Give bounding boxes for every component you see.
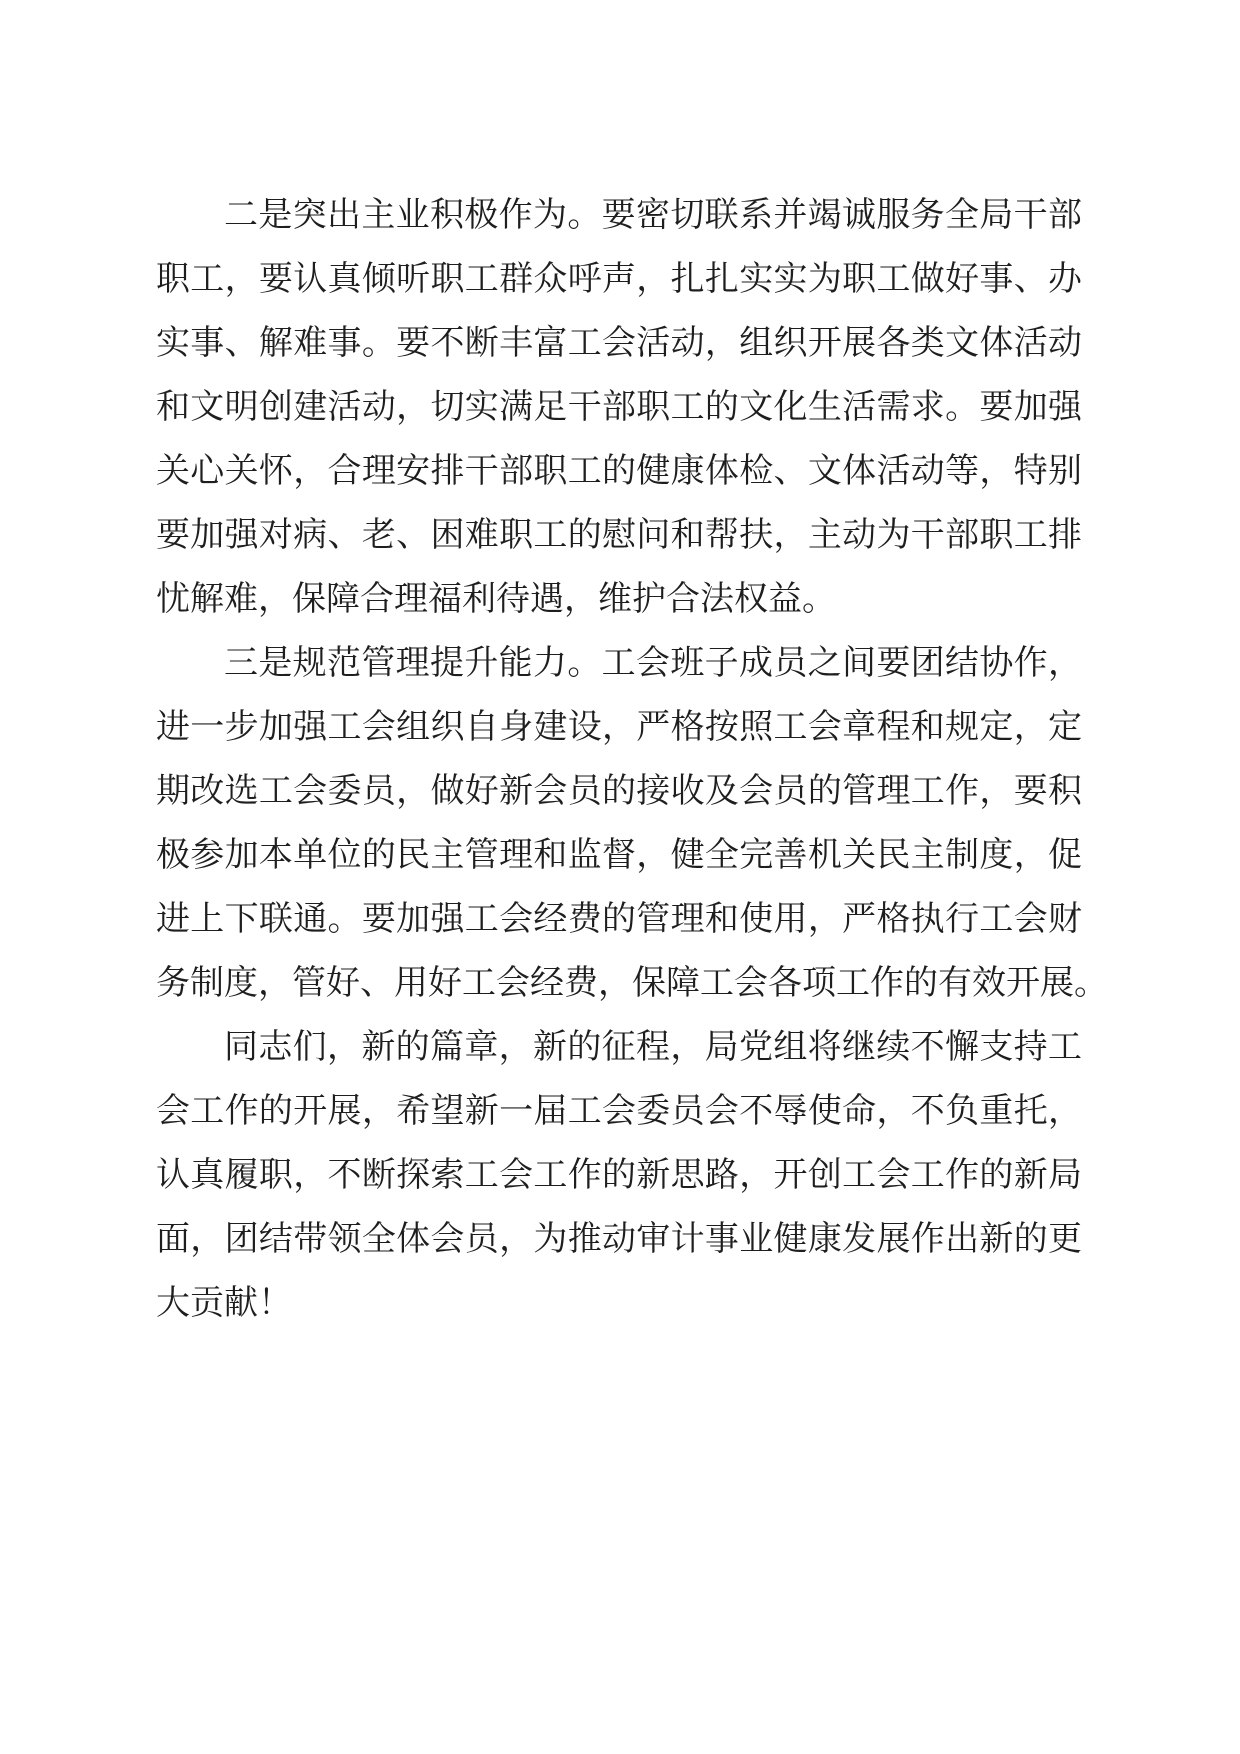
paragraph-management xyxy=(156,631,1108,1015)
text-line: 务制度，管好、用好工会经费，保障工会各项工作的有效开展。 xyxy=(156,963,1108,1003)
text-line: 忧解难，保障合理福利待遇，维护合法权益。 xyxy=(156,579,836,619)
text-line: 面，团结带领全体会员，为推动审计事业健康发展作出新的更 xyxy=(156,1219,1082,1259)
text-line: 进一步加强工会组织自身建设，严格按照工会章程和规定，定 xyxy=(156,707,1082,747)
text-line: 会工作的开展，希望新一届工会委员会不辱使命，不负重托， xyxy=(156,1091,1082,1131)
text-line: 关心关怀，合理安排干部职工的健康体检、文体活动等，特别 xyxy=(156,451,1082,491)
paragraph-closing xyxy=(156,1015,1082,1335)
text-line: 和文明创建活动，切实满足干部职工的文化生活需求。要加强 xyxy=(156,387,1082,427)
document-body xyxy=(156,183,1108,1335)
text-line: 实事、解难事。要不断丰富工会活动，组织开展各类文体活动 xyxy=(156,323,1082,363)
text-line: 三是规范管理提升能力。工会班子成员之间要团结协作， xyxy=(224,643,1082,683)
text-line: 极参加本单位的民主管理和监督，健全完善机关民主制度，促 xyxy=(156,835,1082,875)
text-line: 同志们，新的篇章，新的征程，局党组将继续不懈支持工 xyxy=(224,1027,1082,1067)
text-line: 进上下联通。要加强工会经费的管理和使用，严格执行工会财 xyxy=(156,899,1082,939)
text-line: 认真履职，不断探索工会工作的新思路，开创工会工作的新局 xyxy=(156,1155,1082,1195)
text-line: 大贡献！ xyxy=(156,1283,292,1323)
text-line: 要加强对病、老、困难职工的慰问和帮扶，主动为干部职工排 xyxy=(156,515,1082,555)
text-line: 职工，要认真倾听职工群众呼声，扎扎实实为职工做好事、办 xyxy=(156,259,1082,299)
text-line: 期改选工会委员，做好新会员的接收及会员的管理工作，要积 xyxy=(156,771,1082,811)
paragraph-main-work xyxy=(156,183,1082,631)
text-line: 二是突出主业积极作为。要密切联系并竭诚服务全局干部 xyxy=(224,195,1082,235)
